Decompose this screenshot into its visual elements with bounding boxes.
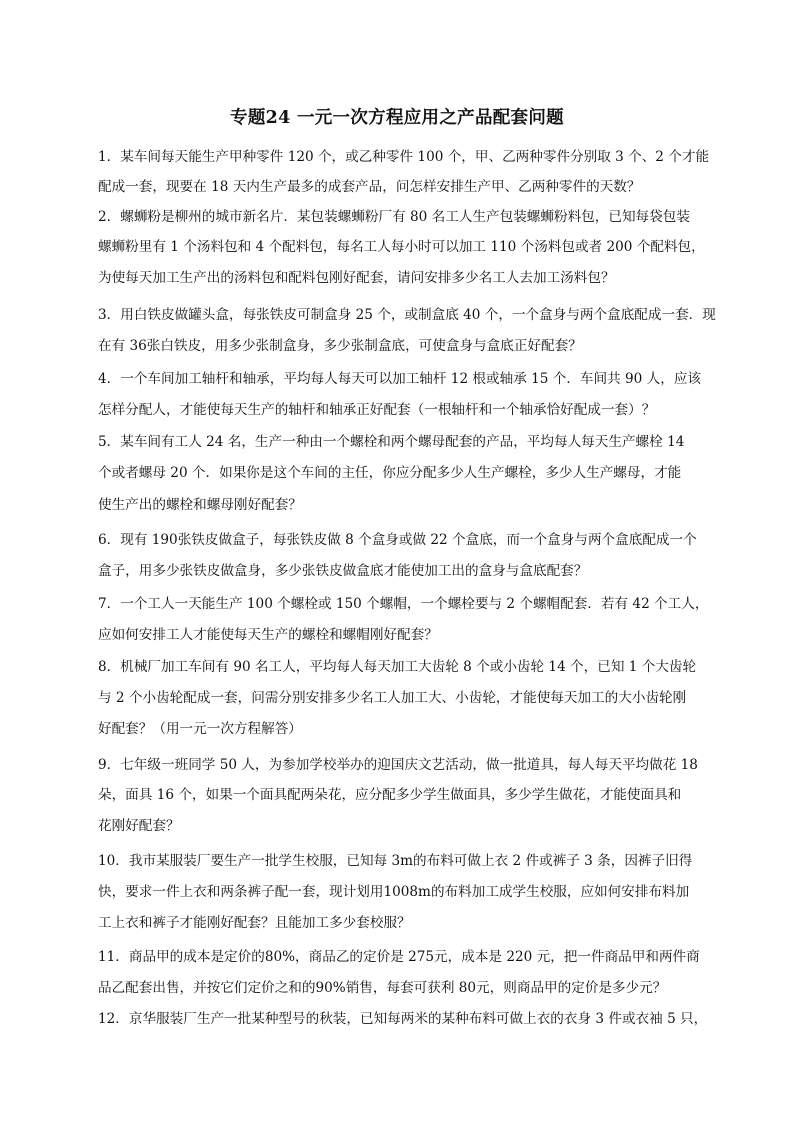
problem-2-line-3: 为使每天加工生产出的汤料包和配料包刚好配套，请问安排多少名工人去加工汤料包？ <box>98 270 615 286</box>
problem-4-line-1: 4．一个车间加工轴杆和轴承，平均每人每天可以加工轴杆 12 根或轴承 15 个．车间共 90 人，应该 <box>98 371 702 387</box>
page-title: 专题24 一元一次方程应用之产品配套问题 <box>230 108 564 128</box>
problem-8-line-1: 8．机械厂加工车间有 90 名工人，平均每人每天加工大齿轮 8 个或小齿轮 14 个，已知 1 个大齿轮 <box>98 659 697 675</box>
problem-2-line-1: 2．螺蛳粉是柳州的城市新名片．某包装螺蛳粉厂有 80 名工人生产包装螺蛳粉料包，已知每袋包装 <box>98 209 690 225</box>
problem-5-line-1: 5．某车间有工人 24 名，生产一种由一个螺栓和两个螺母配套的产品，平均每人每天生产螺栓 14 <box>98 434 685 450</box>
problem-3-line-1: 3．用白铁皮做罐头盒，每张铁皮可制盒身 25 个，或制盒底 40 个，一个盒身与两个盒底配成一套．现 <box>98 307 716 323</box>
problem-1-line-2: 配成一套，现要在 18 天内生产最多的成套产品，问怎样安排生产甲、乙两种零件的天数？ <box>98 179 641 195</box>
problem-10-line-2: 快，要求一件上衣和两条裤子配一套，现计划用1008m的布料加工成学生校服，应如何安排布料加 <box>98 884 690 900</box>
problem-7-line-1: 7．一个工人一天能生产 100 个螺栓或 150 个螺帽，一个螺栓要与 2 个螺帽配套．若有 42 个工人， <box>98 596 709 612</box>
problem-4-line-2: 怎样分配人，才能使每天生产的轴杆和轴承正好配套（一根轴杆和一个轴承恰好配成一套）？ <box>98 402 656 418</box>
problem-10-line-1: 10．我市某服装厂要生产一批学生校服，已知每 3m的布料可做上衣 2 件或裤子 3 条，因裤子旧得 <box>98 853 693 869</box>
problem-3-line-2: 在有 36张白铁皮，用多少张制盒身，多少张制盒底，可使盒身与盒底正好配套？ <box>98 338 582 354</box>
problem-12-line-1: 12．京华服装厂生产一批某种型号的秋装，已知每两米的某种布料可做上衣的衣身 3 件或衣袖 5 只， <box>98 1011 708 1027</box>
problem-9-line-1: 9．七年级一班同学 50 人，为参加学校举办的迎国庆文艺活动，做一批道具，每人每天平均做花 18 <box>98 757 698 773</box>
problem-6-line-2: 盒子，用多少张铁皮做盒身，多少张铁皮做盒底才能使加工出的盒身与盒底配套？ <box>98 563 588 579</box>
problem-8-line-3: 好配套？（用一元一次方程解答） <box>98 721 302 737</box>
problem-2-line-2: 螺蛳粉里有 1 个汤料包和 4 个配料包，每名工人每小时可以加工 110 个汤料包或者 200 个配料包， <box>98 239 705 255</box>
problem-9-line-3: 花刚好配套？ <box>98 818 180 834</box>
problem-10-line-3: 工上衣和裤子才能刚好配套？且能加工多少套校服？ <box>98 915 411 931</box>
problem-9-line-2: 朵，面具 16 个，如果一个面具配两朵花，应分配多少学生做面具，多少学生做花，才能使面具和 <box>98 787 682 803</box>
problem-5-line-3: 使生产出的螺栓和螺母刚好配套？ <box>98 497 302 513</box>
problem-11-line-1: 11．商品甲的成本是定价的80%，商品乙的定价是 275元，成本是 220 元，把一件商品甲和两件商 <box>98 949 700 965</box>
problem-11-line-2: 品乙配套出售，并按它们定价之和的90%销售，每套可获利 80元，则商品甲的定价是多少元？ <box>98 980 667 996</box>
problem-7-line-2: 应如何安排工人才能使每天生产的螺栓和螺帽刚好配套？ <box>98 627 438 643</box>
problem-1-line-1: 1．某车间每天能生产甲种零件 120 个，或乙种零件 100 个，甲、乙两种零件分别取 3 个、2 个才能 <box>98 149 710 165</box>
problem-8-line-2: 与 2 个小齿轮配成一套，问需分别安排多少名工人加工大、小齿轮，才能使每天加工的大小齿轮刚 <box>98 690 687 706</box>
problem-5-line-2: 个或者螺母 20 个．如果你是这个车间的主任，你应分配多少人生产螺栓，多少人生产螺母，才能 <box>98 465 682 481</box>
problem-6-line-1: 6．现有 190张铁皮做盒子，每张铁皮做 8 个盒身或做 22 个盒底，而一个盒身与两个盒底配成一个 <box>98 532 697 548</box>
